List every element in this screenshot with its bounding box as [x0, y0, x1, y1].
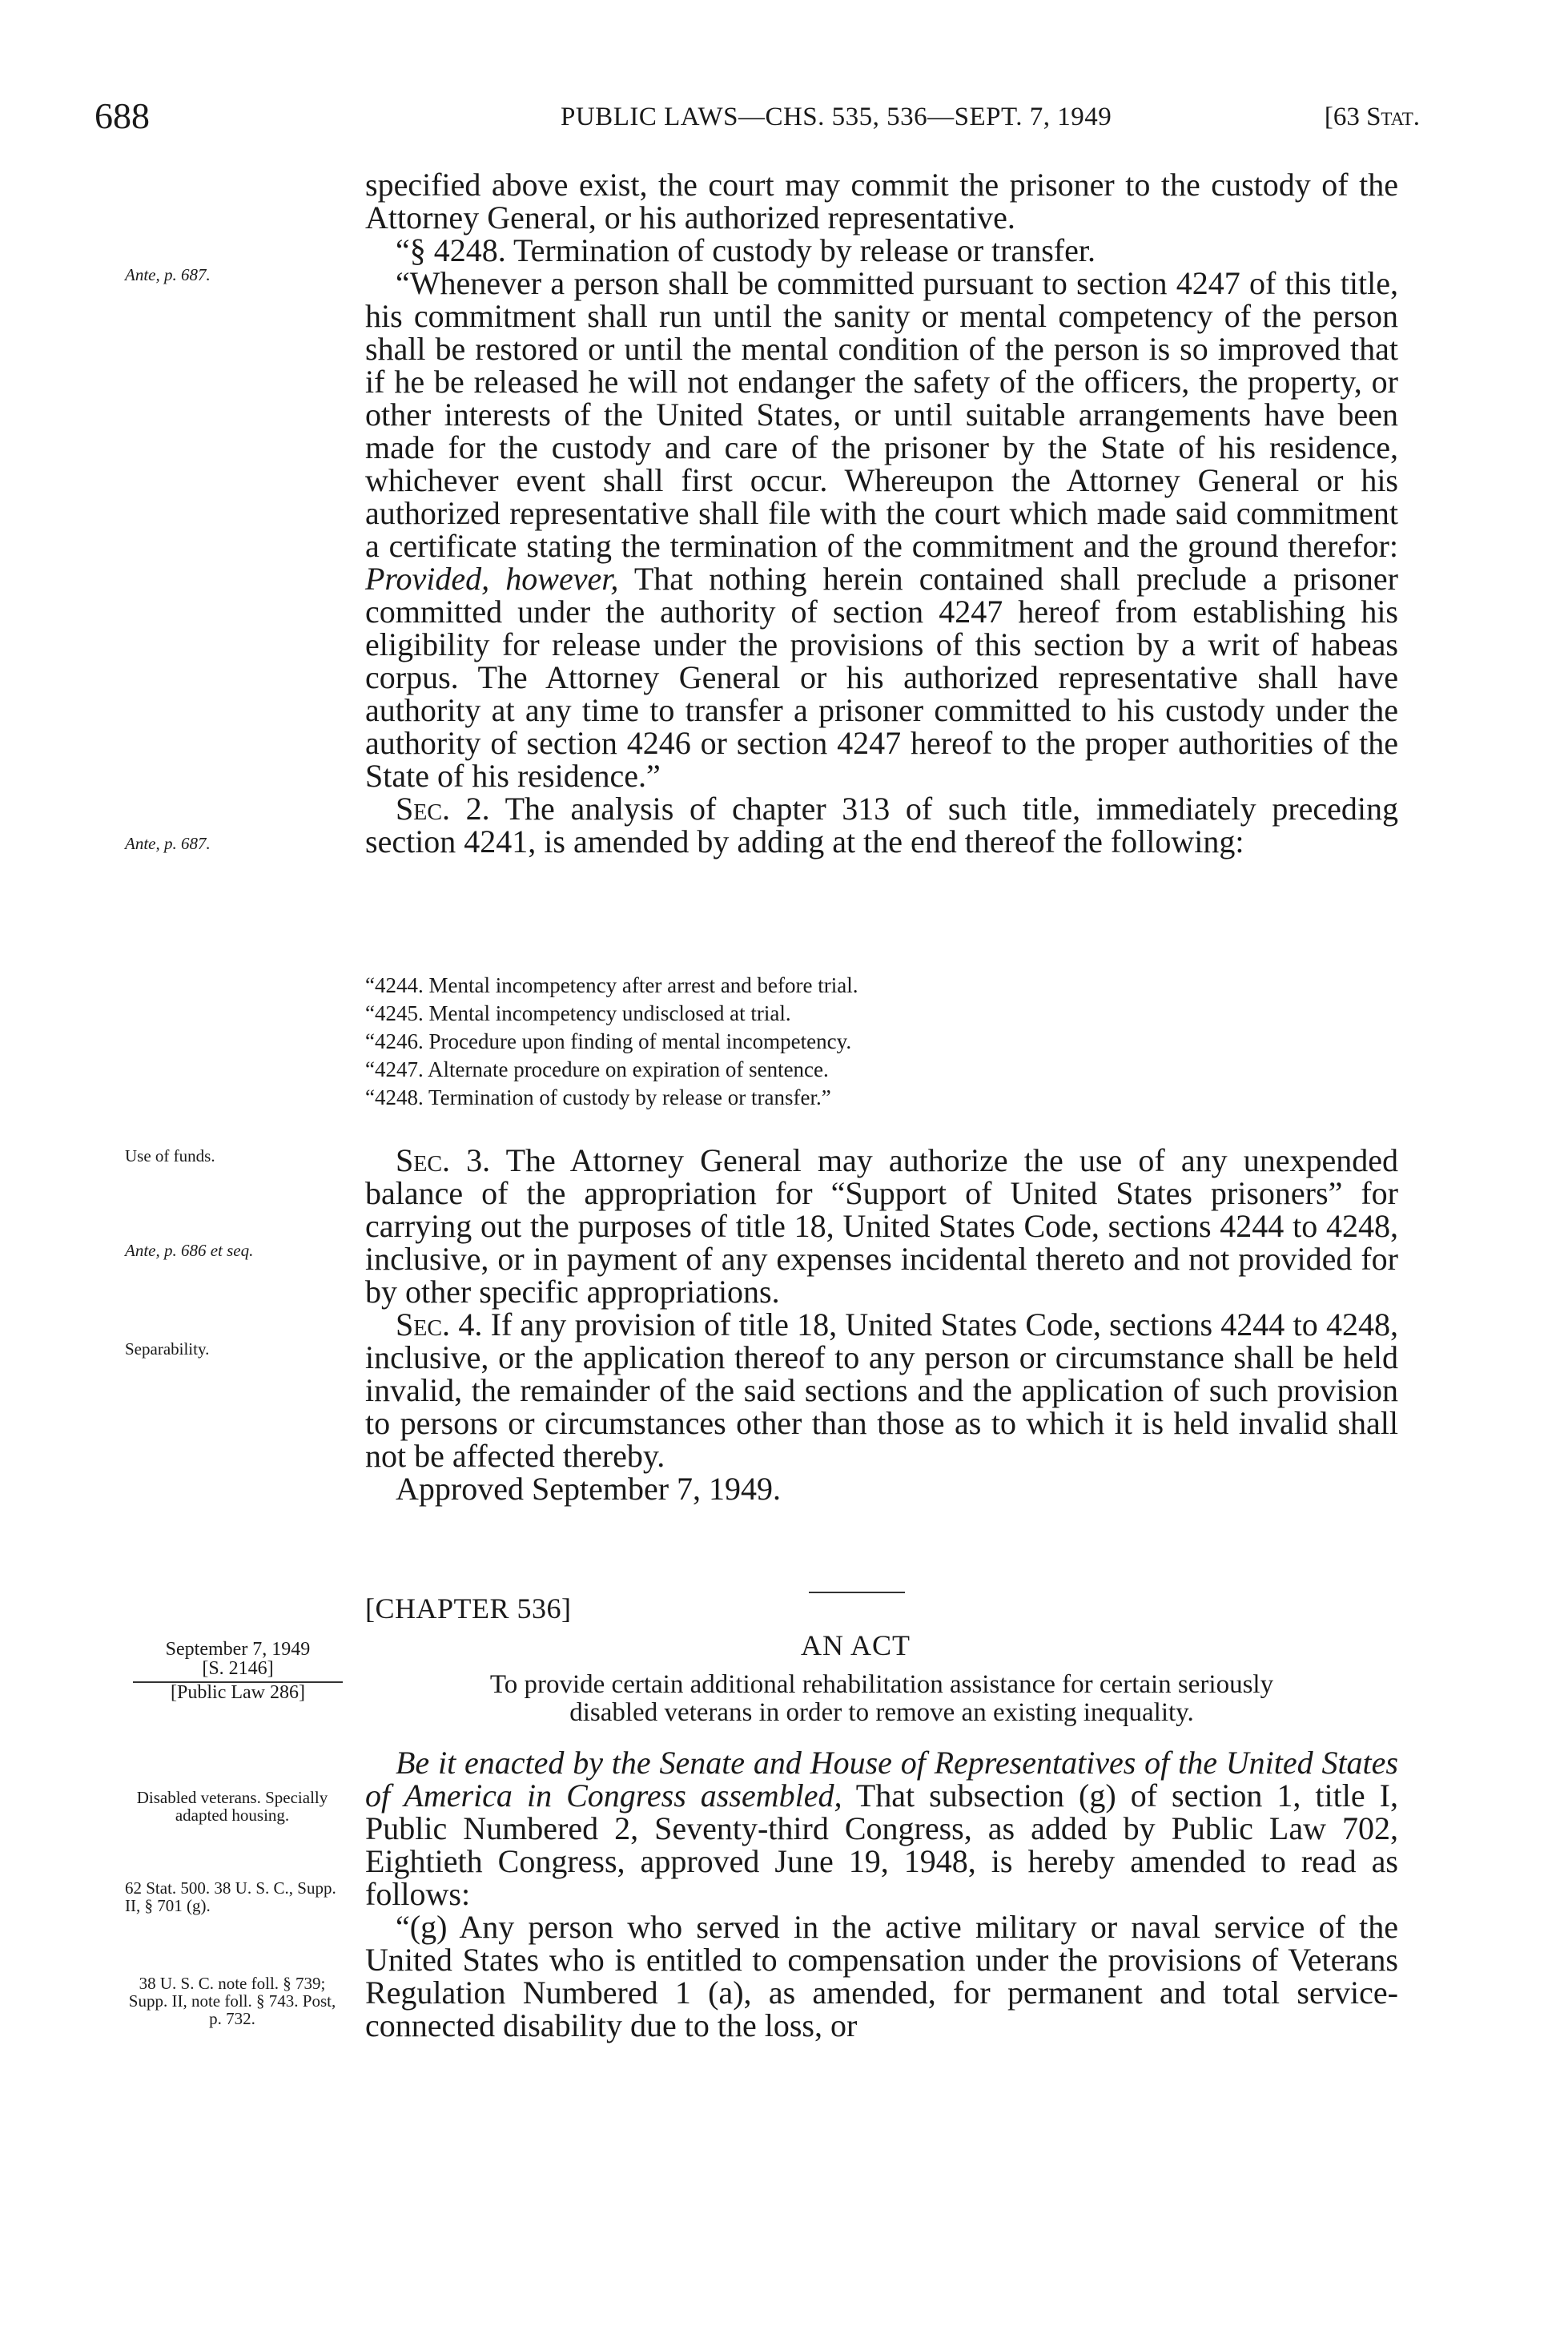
sidenote-date: September 7, 1949: [165, 1639, 311, 1660]
section-divider: [809, 1592, 905, 1593]
paragraph-4248: “Whenever a person shall be committed pursuant to section 4247 of this title, his commitment shall run until the sanity or mental competency of the person shall be restored or until the mental condition of the person is so improved that if he be released he will not endanger the safety of the officers, the property, or other interests of the United States, or until suitable arrangements have been made for the custody and care of the prisoner by the State of his residence, whichever event shall first occur. Whereupon the Attorney General or his authorized representative shall file with the court which made said commitment a certificate stating the termination of the commitment and the ground therefor: Provided, however, That nothing herein contained shall preclude a prisoner committed under the authority of section 4247 hereof from establishing his eligibility for release under the provisions of this section by a writ of habeas corpus. The Attorney General or his authorized representative shall have authority at any time to transfer a prisoner committed to his custody under the authority of section 4246 or section 4247 hereof to the proper authorities of the State of his residence.”: [365, 265, 1398, 794]
chapter-analysis-list: [365, 972, 1398, 1112]
margin-note-ante-686: Ante, p. 686 et seq.: [125, 1241, 254, 1260]
margin-note-ante-687: Ante, p. 687.: [125, 265, 211, 284]
body-text-section-1: [365, 168, 1398, 858]
margin-note-62-stat: 62 Stat. 500. 38 U. S. C., Supp. II, § 701 (g).: [125, 1878, 336, 1915]
section-3: Sec. 3. The Attorney General may authorize the use of any unexpended balance of the appropriation for “Support of United States prisoners” for carrying out the purposes of title 18, United States Code, sections 4244 to 4248, inclusive, or in payment of any expenses incidental thereto and not provided for by other specific appropriations.: [365, 1142, 1398, 1310]
subsection-g: “(g) Any person who served in the active military or naval service of the United States who is entitled to compensation under the provisions of Veterans Regulation Numbered 1 (a), as amended, for permanent and total service-connected disability due to the loss, or: [365, 1909, 1398, 2043]
section-heading-4248: “§ 4248. Termination of custody by release or transfer.: [396, 232, 1096, 268]
list-item: “4245. Mental incompetency undisclosed at trial.: [365, 1001, 791, 1025]
margin-note-separability: Separability.: [125, 1339, 210, 1359]
margin-note-38-usc: 38 U. S. C. note foll. § 739; Supp. II, note foll. § 743. Post, p. 732.: [128, 1974, 336, 2028]
margin-note-disabled-veterans: Disabled veterans. Specially adapted housing.: [136, 1788, 328, 1825]
section-4: Sec. 4. If any provision of title 18, United States Code, sections 4244 to 4248, inclusive, or the application thereof to any person or circumstance shall be held invalid, the remainder of the said sections and the application of such provision to persons or circumstances other than those as to which it is held invalid shall not be affected thereby.: [365, 1306, 1398, 1474]
an-act-heading: AN ACT: [801, 1629, 911, 1661]
margin-note-use-of-funds: Use of funds.: [125, 1146, 215, 1165]
sidenote-bill: [S. 2146]: [202, 1658, 274, 1679]
section-2: Sec. 2. The analysis of chapter 313 of such title, immediately preceding section 4241, is amended by adding at the end thereof the following:: [365, 791, 1399, 859]
enactment-sidenote: [125, 1640, 351, 1702]
list-item: “4248. Termination of custody by release or transfer.”: [365, 1085, 831, 1109]
chapter-label: [CHAPTER 536]: [365, 1592, 572, 1624]
margin-note-ante-687-b: Ante, p. 687.: [125, 834, 211, 853]
running-title: PUBLIC LAWS—CHS. 535, 536—SEPT. 7, 1949: [561, 103, 1112, 131]
body-text-chapter-536: [365, 1746, 1398, 2042]
act-purpose: To provide certain additional rehabilitation assistance for certain seriously disabled veterans in order to remove an existing inequality.: [489, 1670, 1274, 1727]
list-item: “4247. Alternate procedure on expiration of sentence.: [365, 1057, 829, 1081]
page-number: 688: [94, 95, 150, 136]
list-item: “4246. Procedure upon finding of mental incompetency.: [365, 1029, 852, 1053]
volume-reference: [63 Stat.: [1324, 103, 1420, 131]
enacting-clause: Be it enacted by the Senate and House of Representatives of the United States of America in Congress assembled, That subsection (g) of section 1, title I, Public Numbered 2, Seventy-third Congress, as added by Public Law 702, Eightieth Congress, approved June 19, 1948, is hereby amended to read as follows:: [365, 1745, 1398, 1912]
list-item: “4244. Mental incompetency after arrest and before trial.: [365, 973, 858, 997]
sidenote-law: [Public Law 286]: [171, 1682, 305, 1703]
approved-date: Approved September 7, 1949.: [396, 1471, 782, 1507]
body-text-section-2: [365, 1144, 1398, 1505]
page-header: [0, 95, 1568, 143]
paragraph-continuation: specified above exist, the court may commit the prisoner to the custody of the Attorney General, or his authorized representative.: [365, 167, 1398, 236]
